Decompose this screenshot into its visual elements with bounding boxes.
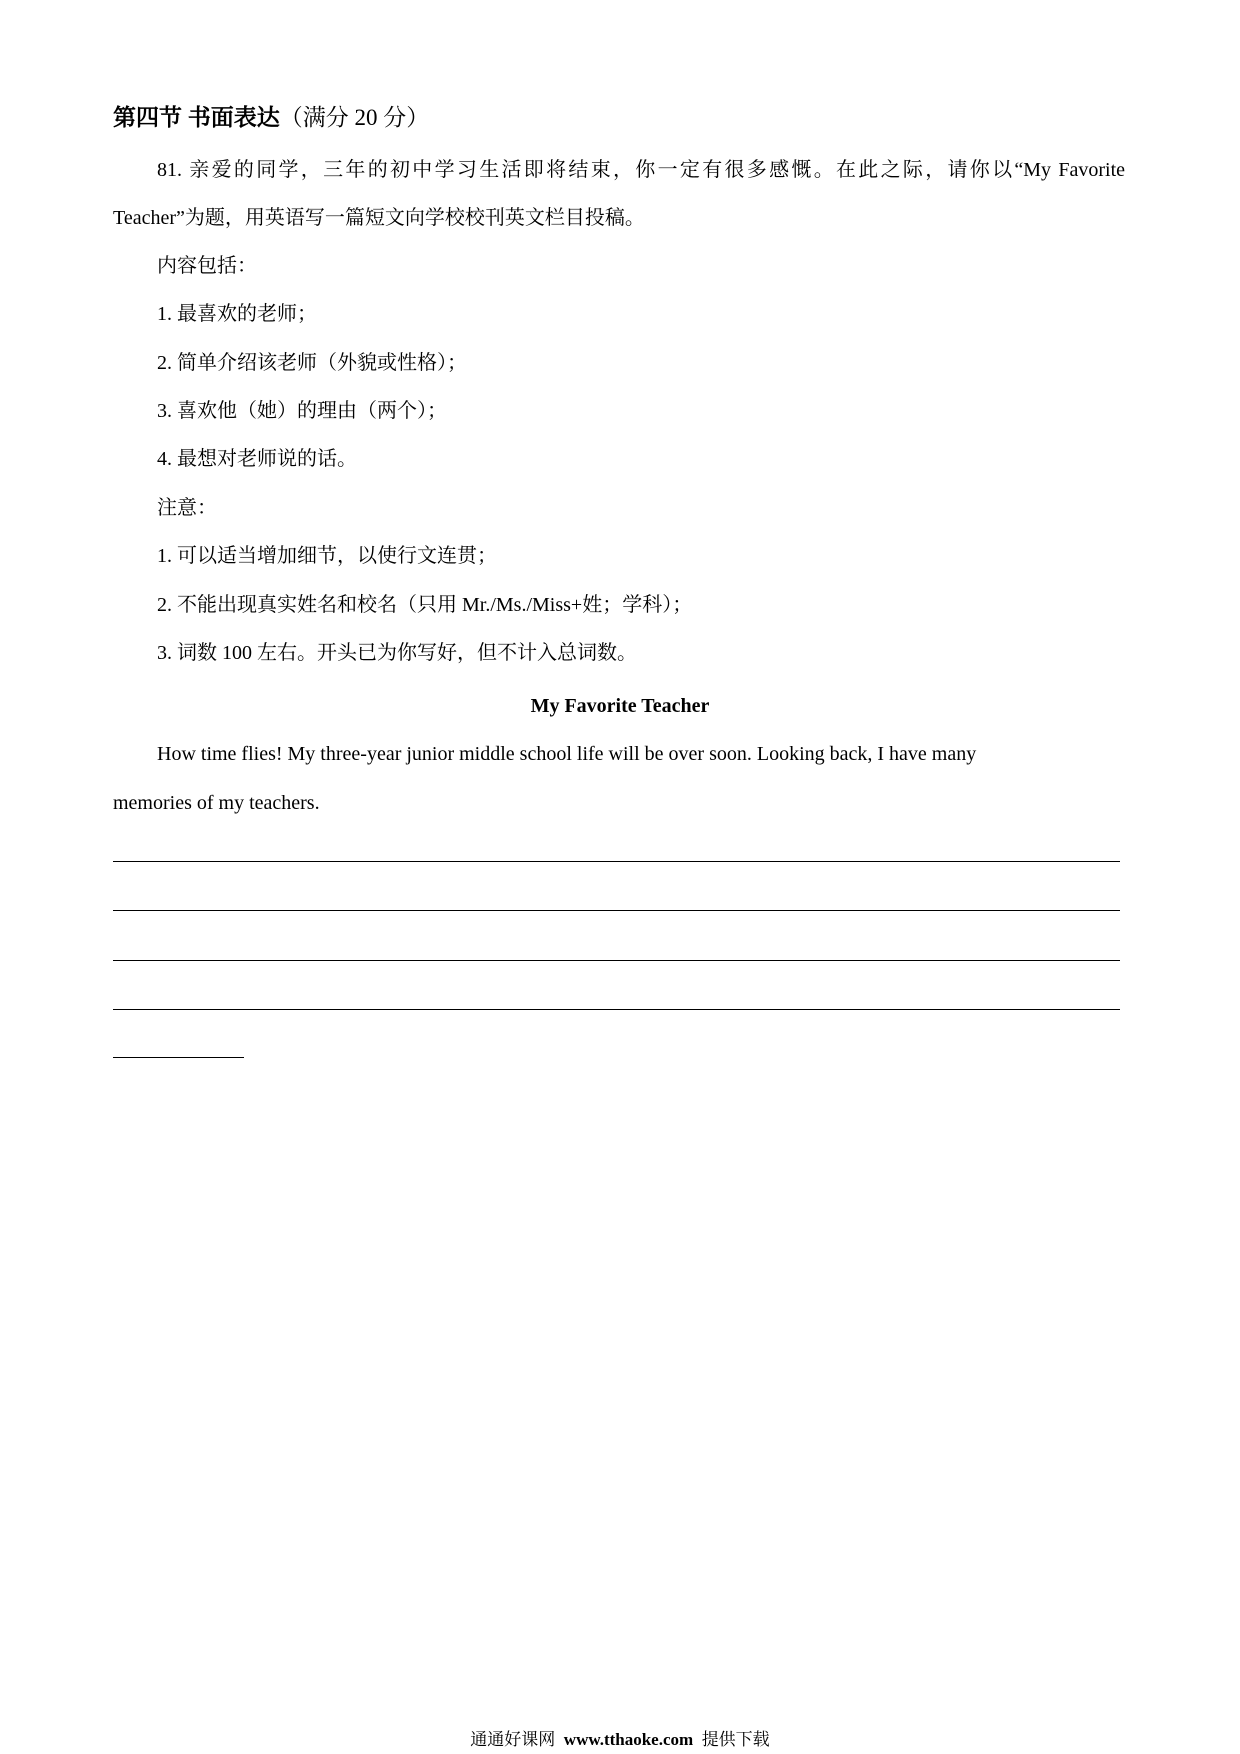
essay-opening-line-1: How time flies! My three-year junior middle school life will be over soon. Looking back, I have many	[157, 743, 977, 765]
notes-heading: 注意：	[157, 497, 217, 519]
question-prompt-line-1: 81. 亲爱的同学，三年的初中学习生活即将结束，你一定有很多感慨。在此之际，请你以“My Favorite	[157, 159, 1125, 181]
content-heading: 内容包括：	[157, 255, 257, 277]
writing-line[interactable]	[113, 861, 1120, 862]
essay-opening-line-2: memories of my teachers.	[113, 792, 320, 814]
section-title: 第四节 书面表达	[113, 105, 280, 130]
notes-item: 3. 词数 100 左右。开头已为你写好，但不计入总词数。	[157, 642, 637, 664]
writing-line[interactable]	[113, 1009, 1120, 1010]
writing-line-short[interactable]	[113, 1057, 244, 1058]
footer-url: www.tthaoke.com	[563, 1730, 694, 1749]
section-heading	[113, 103, 429, 133]
footer-site-name: 通通好课网	[470, 1730, 556, 1749]
content-item: 2. 简单介绍该老师（外貌或性格）；	[157, 352, 467, 374]
content-item: 1. 最喜欢的老师；	[157, 303, 317, 325]
writing-line[interactable]	[113, 960, 1120, 961]
content-item: 4. 最想对老师说的话。	[157, 448, 357, 470]
notes-item: 1. 可以适当增加细节，以使行文连贯；	[157, 545, 497, 567]
notes-item: 2. 不能出现真实姓名和校名（只用 Mr./Ms./Miss+姓；学科）；	[157, 594, 693, 616]
essay-title: My Favorite Teacher	[530, 695, 710, 717]
footer-suffix: 提供下载	[701, 1730, 770, 1749]
question-prompt-line-2: Teacher”为题，用英语写一篇短文向学校校刊英文栏目投稿。	[113, 207, 645, 229]
section-score-note: （满分 20 分）	[279, 105, 430, 130]
content-item: 3. 喜欢他（她）的理由（两个）；	[157, 400, 447, 422]
writing-line[interactable]	[113, 910, 1120, 911]
page-footer	[0, 1729, 1240, 1751]
